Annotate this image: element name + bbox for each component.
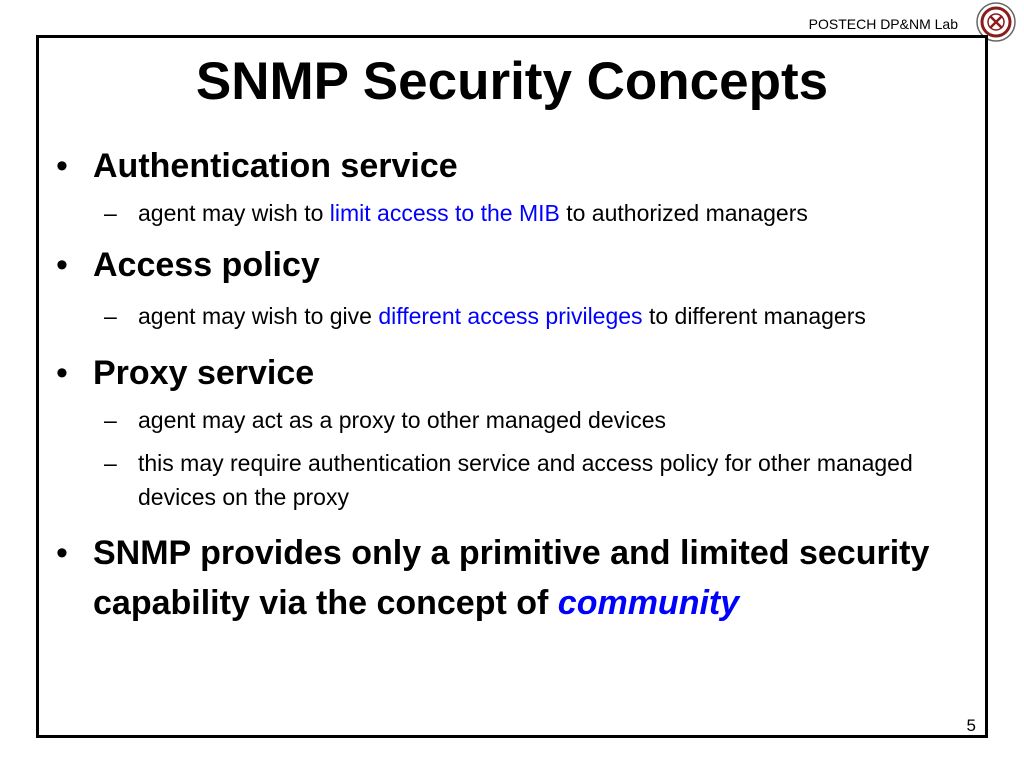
- bullet-list: [56, 144, 976, 628]
- bullet-dot: •: [56, 534, 68, 572]
- bullet-access-policy: [56, 243, 976, 287]
- bullet-text: Authentication service: [93, 147, 458, 185]
- lab-header-text: POSTECH DP&NM Lab: [808, 16, 958, 32]
- sub-text-highlight: different access privileges: [378, 303, 643, 329]
- bullet-proxy-service: [56, 351, 976, 395]
- community-highlight: community: [557, 584, 740, 622]
- sub-text-highlight: limit access to the MIB: [329, 200, 560, 226]
- sub-bullet-dash: –: [104, 303, 117, 329]
- bullet-authentication-service: [56, 144, 976, 188]
- sub-bullet-limit-access: [56, 198, 976, 229]
- bullet-dot: •: [56, 354, 68, 392]
- sub-bullet-dash: –: [104, 200, 117, 226]
- sub-bullet-proxy-devices: [56, 405, 976, 436]
- sub-text-after: to different managers: [642, 303, 866, 329]
- sub-text-before: agent may wish to give: [138, 303, 379, 329]
- bullet-dot: •: [56, 147, 68, 185]
- bullet-snmp-community: [56, 528, 976, 628]
- sub-text-after: to authorized managers: [559, 200, 808, 226]
- bullet-text: Proxy service: [93, 354, 315, 392]
- sub-bullet-dash: –: [104, 450, 117, 476]
- bullet-text-before: SNMP provides only a primitive and limited security capability via the concept of: [93, 534, 930, 622]
- sub-text-before: agent may wish to: [138, 200, 330, 226]
- sub-bullet-dash: –: [104, 407, 117, 433]
- slide-title: SNMP Security Concepts: [195, 52, 829, 111]
- page-number: 5: [966, 716, 976, 735]
- sub-text: this may require authentication service and access policy for other managed devices on the proxy: [138, 450, 913, 510]
- sub-bullet-access-privileges: [56, 299, 976, 333]
- bullet-dot: •: [56, 246, 68, 284]
- sub-bullet-proxy-authentication: [56, 446, 976, 514]
- bullet-text: Access policy: [93, 246, 320, 284]
- sub-text: agent may act as a proxy to other managed devices: [138, 407, 667, 433]
